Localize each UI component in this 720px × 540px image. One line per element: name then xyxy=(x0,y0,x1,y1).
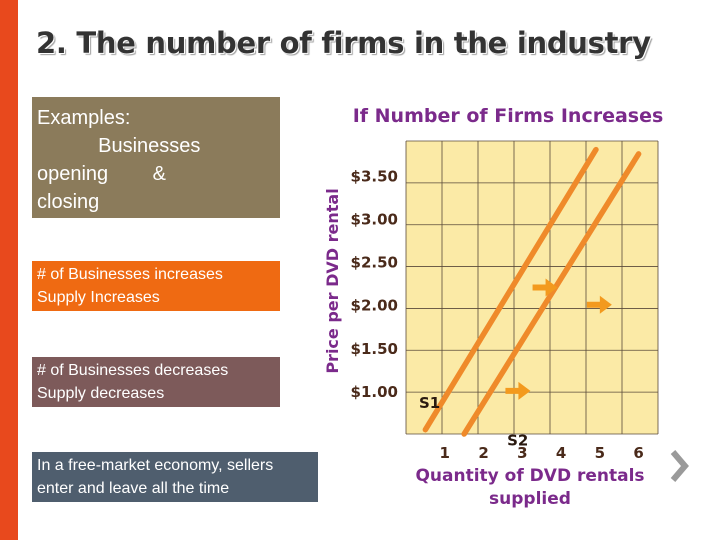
x-tick-label: 3 xyxy=(517,444,528,462)
decrease-line: Supply decreases xyxy=(37,385,165,402)
examples-line: Examples: xyxy=(37,107,131,129)
x-tick-label: 1 xyxy=(439,444,450,462)
market-box xyxy=(32,452,357,502)
y-tick-label: $1.50 xyxy=(350,339,398,358)
x-tick-label: 6 xyxy=(633,444,644,462)
y-tick-label: $3.50 xyxy=(350,167,398,186)
slide-title: 2. The number of firms in the industry xyxy=(36,26,651,60)
accent-bar xyxy=(0,0,18,540)
market-line: enter and leave all the time xyxy=(37,480,230,497)
increase-box xyxy=(32,261,280,311)
y-tick-label: $1.00 xyxy=(350,382,398,401)
chevron-right-icon[interactable] xyxy=(667,448,691,484)
increase-line: Supply Increases xyxy=(37,289,160,306)
decrease-box xyxy=(32,357,280,407)
increase-line: # of Businesses increases xyxy=(37,266,223,283)
x-tick-label: 5 xyxy=(594,444,606,462)
chart-title: If Number of Firms Increases xyxy=(352,105,664,127)
y-axis-label: Price per DVD rental xyxy=(323,188,342,374)
series-label-s2: S2 xyxy=(507,431,529,450)
examples-line: closing xyxy=(37,191,100,213)
x-tick-label: 2 xyxy=(478,444,489,462)
x-tick-label: 4 xyxy=(555,444,567,462)
examples-line: opening & xyxy=(37,163,166,185)
x-axis-label-line-1: Quantity of DVD rentals xyxy=(415,466,645,486)
examples-box xyxy=(32,97,280,218)
y-tick-label: $2.00 xyxy=(350,296,398,315)
series-label-s1: S1 xyxy=(418,393,441,412)
market-line: In a free-market economy, sellers xyxy=(37,457,274,474)
examples-line: Businesses xyxy=(37,135,201,157)
supply-chart xyxy=(318,96,670,516)
x-axis-label-line-2: supplied xyxy=(489,489,571,509)
y-tick-label: $3.00 xyxy=(350,210,398,229)
decrease-line: # of Businesses decreases xyxy=(37,362,229,379)
y-tick-label: $2.50 xyxy=(350,253,398,272)
